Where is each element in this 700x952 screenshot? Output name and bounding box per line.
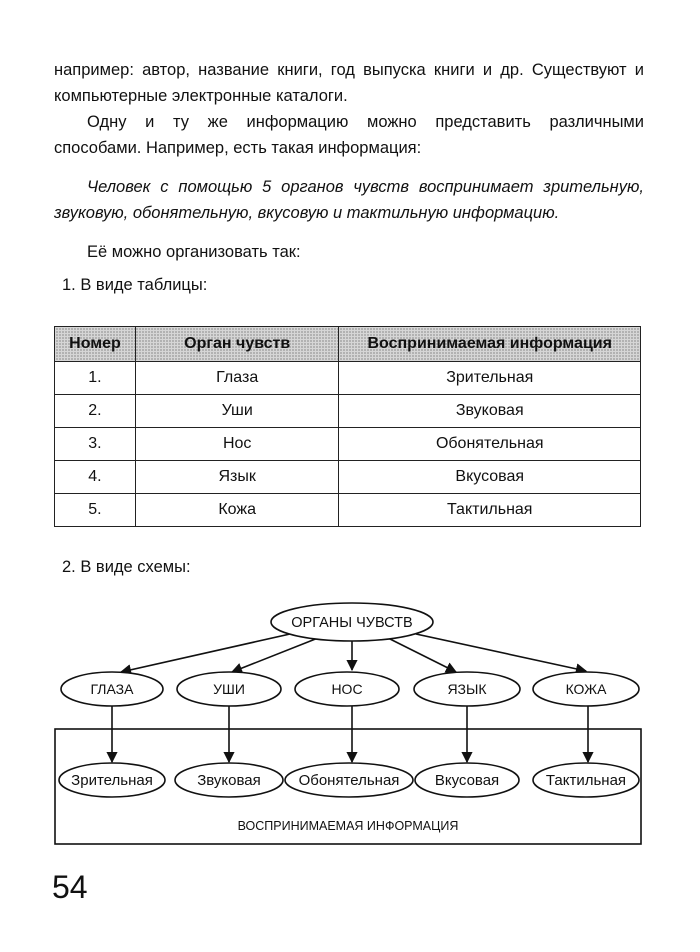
row-number: 4. [55, 461, 136, 494]
perception-box-label: ВОСПРИНИМАЕМАЯ ИНФОРМАЦИЯ [237, 819, 459, 833]
row-organ: Кожа [135, 494, 339, 527]
organ-label-eyes: ГЛАЗА [90, 681, 134, 697]
row-organ: Уши [135, 395, 339, 428]
row-number: 5. [55, 494, 136, 527]
intro-line-1: например: автор, название книги, год выпуска книги и др. Существуют и [54, 61, 644, 79]
header-number: Номер [55, 327, 136, 362]
quote-line-2: звуковую, обонятельную, вкусовую и тактильную информацию. [54, 204, 560, 222]
row-organ: Нос [135, 428, 339, 461]
organ-label-skin: КОЖА [565, 681, 607, 697]
perception-label-olfactory: Обонятельная [298, 772, 400, 789]
root-to-ears-arrow [232, 638, 318, 672]
item2-heading: 2. В виде схемы: [62, 558, 191, 576]
row-perception: Вкусовая [339, 461, 641, 494]
header-organ: Орган чувств [135, 327, 339, 362]
organ-label-nose: НОС [331, 681, 363, 697]
representation-line-1: Одну и ту же информацию можно представить различными [87, 113, 644, 131]
perception-label-visual: Зрительная [71, 772, 153, 789]
root-to-eyes-arrow [121, 634, 290, 672]
row-number: 1. [55, 362, 136, 395]
row-organ: Язык [135, 461, 339, 494]
row-perception: Звуковая [339, 395, 641, 428]
representation-line-2: способами. Например, есть такая информация: [54, 139, 422, 157]
organ-label-tongue: ЯЗЫК [447, 681, 487, 697]
intro-line-2: компьютерные электронные каталоги. [54, 87, 348, 105]
row-organ: Глаза [135, 362, 339, 395]
perception-label-taste: Вкусовая [434, 772, 500, 789]
perception-label-tactile: Тактильная [545, 772, 627, 789]
page-number: 54 [52, 869, 88, 905]
root-node-label: ОРГАНЫ ЧУВСТВ [291, 615, 413, 631]
organ-label-ears: УШИ [213, 681, 245, 697]
perception-label-auditory: Звуковая [197, 772, 261, 789]
root-to-tongue-arrow [388, 638, 456, 672]
header-perception: Воспринимаемая информация [339, 327, 641, 362]
item1-heading: 1. В виде таблицы: [62, 276, 208, 294]
row-number: 3. [55, 428, 136, 461]
organize-text: Её можно организовать так: [87, 243, 301, 261]
quote-line-1: Человек с помощью 5 органов чувств воспринимает зрительную, [87, 178, 644, 196]
row-number: 2. [55, 395, 136, 428]
row-perception: Зрительная [339, 362, 641, 395]
row-perception: Обонятельная [339, 428, 641, 461]
row-perception: Тактильная [339, 494, 641, 527]
